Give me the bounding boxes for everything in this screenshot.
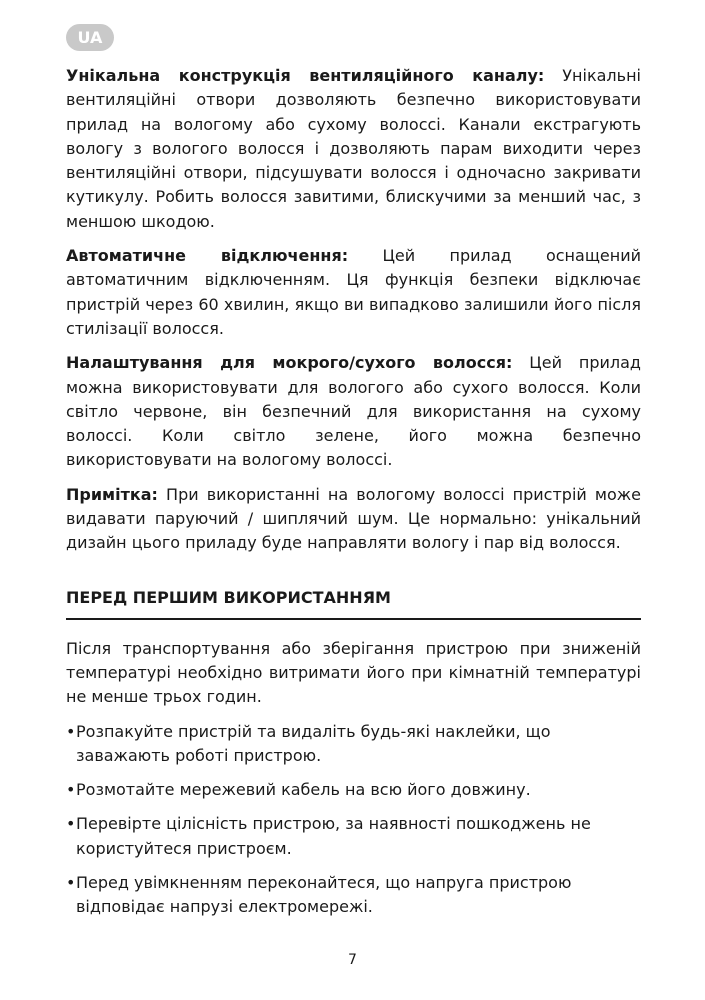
bullet-icon: •	[66, 873, 76, 893]
feature-text: Цей прилад оснащений автоматичним відключенням. Ця функція безпеки відключає пристрій через 60 хвилин, якщо ви випадково залишили його після стилізації волосся.	[66, 246, 641, 338]
list-item-text: Розпакуйте пристрій та видаліть будь-які наклейки, що заважають роботі пристрою.	[76, 721, 551, 765]
list-item-text: Перевірте цілісність пристрою, за наявності пошкоджень не користуйтеся пристроєм.	[76, 814, 591, 858]
feature-text: Цей прилад можна використовувати для вологого або сухого волосся. Коли світло червоне, він безпечний для використання на сухому волоссі. Коли світло зелене, його можна безпечно використовувати на вологому волоссі.	[66, 353, 641, 470]
language-badge: UA	[66, 24, 114, 51]
feature-title: Автоматичне відключення:	[66, 246, 349, 266]
feature-wet-dry	[66, 351, 641, 472]
page-number: 7	[348, 952, 357, 968]
section-divider	[66, 618, 641, 620]
feature-auto-off	[66, 244, 641, 341]
feature-note	[66, 483, 641, 556]
feature-text: При використанні на вологому волоссі пристрій може видавати паруючий / шиплячий шум. Це нормально: унікальний дизайн цього приладу буде направляти вологу і пар від волосся.	[66, 484, 641, 553]
bullet-icon: •	[66, 780, 76, 800]
list-item-text: Перед увімкненням переконайтеся, що напруга пристрою відповідає напрузі електромережі.	[76, 873, 572, 917]
feature-title: Налаштування для мокрого/сухого волосся:	[66, 353, 513, 373]
bullet-icon: •	[66, 721, 76, 741]
instruction-list	[66, 720, 641, 920]
feature-ventilation	[66, 64, 641, 234]
section-intro: Після транспортування або зберігання пристрою при зниженій температурі необхідно витримати його при кімнатній температурі не менше трьох годин.	[66, 638, 641, 707]
section-heading: ПЕРЕД ПЕРШИМ ВИКОРИСТАННЯМ	[66, 587, 391, 607]
list-item-text: Розмотайте мережевий кабель на всю його довжину.	[76, 780, 531, 800]
feature-title: Унікальна конструкція вентиляційного каналу:	[66, 66, 545, 85]
list-item	[66, 778, 641, 802]
bullet-icon: •	[66, 814, 76, 834]
feature-title: Примітка:	[66, 484, 158, 504]
list-item	[66, 812, 641, 861]
page-content	[66, 64, 641, 930]
feature-text: Унікальні вентиляційні отвори дозволяють безпечно використовувати прилад на вологому або сухому волоссі. Канали екстрагують вологу з вологого волосся і дозволяють парам виходити через вентиляційні отвори, підсушувати волосся і одночасно закривати кутикулу. Робить волосся завитими, блискучими за менший час, з меншою шкодою.	[66, 66, 641, 231]
list-item	[66, 720, 641, 769]
list-item	[66, 871, 641, 920]
